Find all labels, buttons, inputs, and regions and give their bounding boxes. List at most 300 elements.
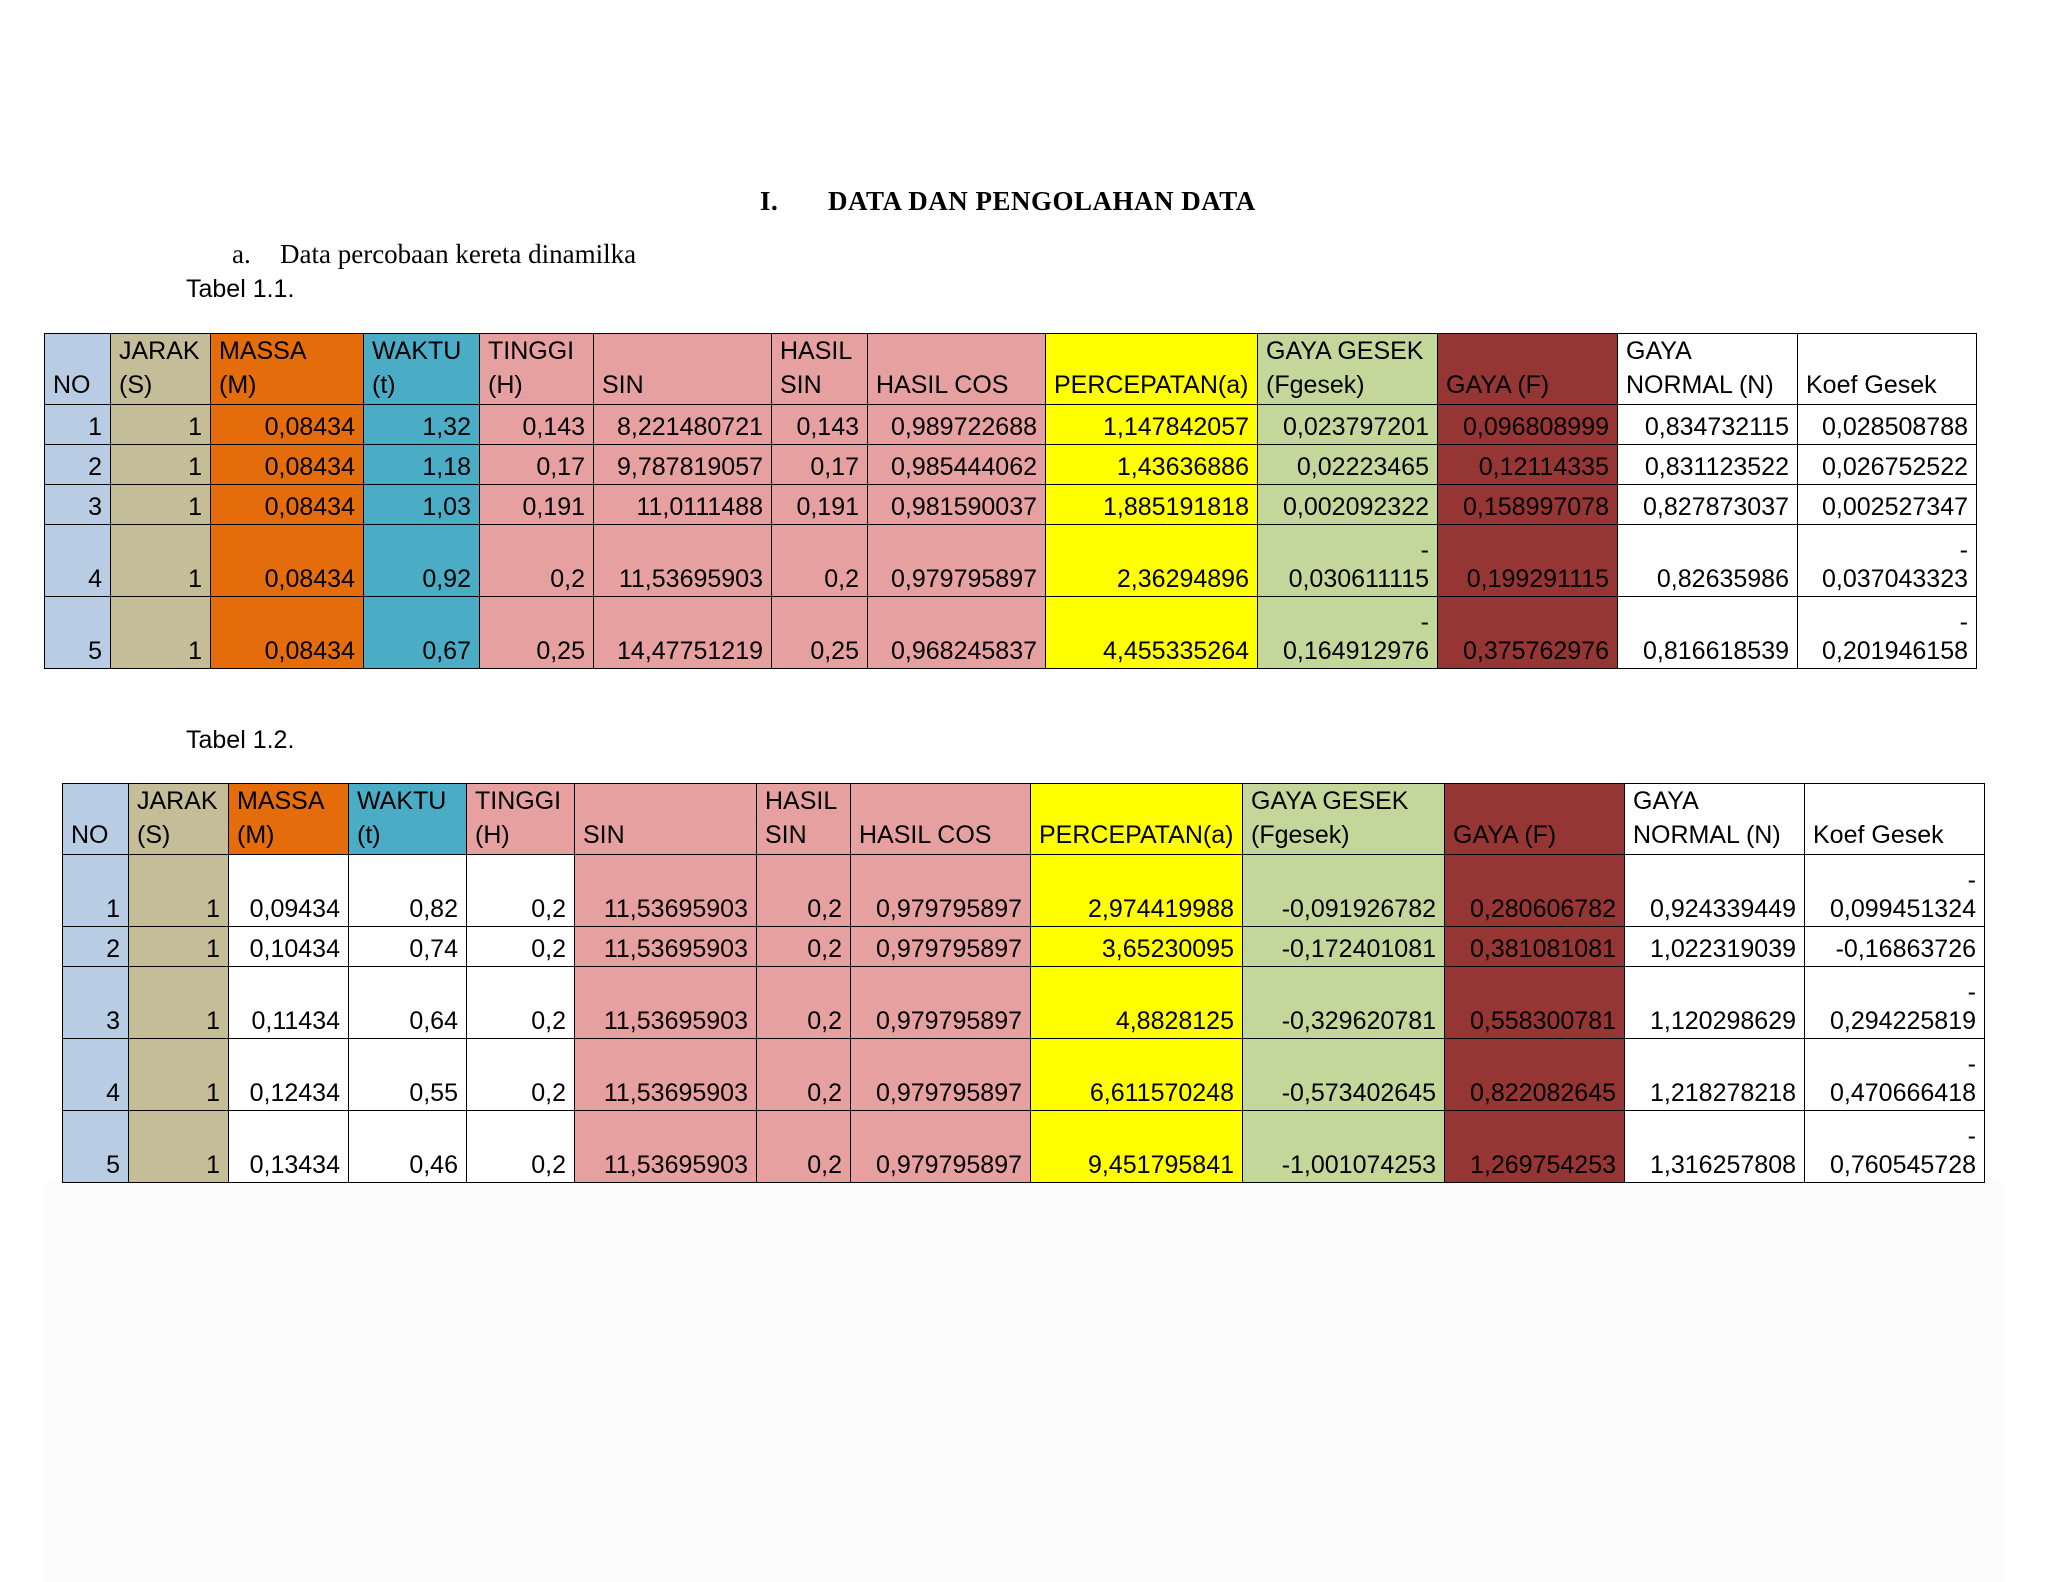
cell-value: 0,55	[409, 1079, 458, 1107]
header-sin: SIN	[594, 334, 772, 405]
cell-value: 0,201946158	[1822, 637, 1968, 665]
cell-value: 0,67	[422, 637, 471, 665]
cell-value: 0,143	[522, 413, 585, 441]
cell-hasil-sin	[772, 445, 868, 485]
cell-value: 0,2	[807, 935, 842, 963]
cell-hasil-cos	[851, 1111, 1031, 1183]
cell-percepatan	[1031, 927, 1243, 967]
cell-gaya	[1445, 967, 1625, 1039]
cell-value: 11,53695903	[618, 565, 763, 593]
cell-value: 11,53695903	[603, 1151, 748, 1179]
cell-percepatan	[1046, 485, 1258, 525]
header-tinggi: TINGGI (H)	[467, 784, 575, 855]
minus-mark: -	[1959, 608, 1968, 636]
cell-hasil-sin	[757, 1111, 851, 1183]
cell-gaya-normal	[1625, 855, 1805, 927]
cell-value: 1,885191818	[1103, 493, 1249, 521]
cell-value: 0,17	[536, 453, 585, 481]
cell-gaya-gesek	[1258, 525, 1438, 597]
cell-sin	[594, 485, 772, 525]
cell-gaya-normal	[1618, 597, 1798, 669]
cell-value: 1,18	[422, 453, 471, 481]
cell-value: 1	[188, 565, 202, 593]
cell-value: 2,974419988	[1088, 895, 1234, 923]
table-row	[63, 927, 1985, 967]
cell-value: 0,2	[531, 1007, 566, 1035]
cell-value: 1,218278218	[1650, 1079, 1796, 1107]
cell-value: 0,25	[810, 637, 859, 665]
cell-value: 5	[88, 637, 102, 665]
cell-gaya	[1445, 855, 1625, 927]
cell-value: 0,2	[807, 895, 842, 923]
cell-tinggi	[467, 967, 575, 1039]
cell-value: 9,451795841	[1088, 1151, 1234, 1179]
cell-value: 4,8828125	[1115, 1007, 1234, 1035]
cell-gaya-normal	[1618, 525, 1798, 597]
cell-waktu	[349, 855, 467, 927]
header-percepatan: PERCEPATAN(a)	[1046, 334, 1258, 405]
cell-koef-gesek	[1805, 927, 1985, 967]
section-heading	[760, 186, 1256, 217]
cell-no	[63, 1111, 129, 1183]
cell-koef-gesek	[1805, 855, 1985, 927]
cell-value: 1	[206, 1079, 220, 1107]
cell-waktu	[349, 927, 467, 967]
cell-value: 0,968245837	[891, 637, 1037, 665]
cell-percepatan	[1031, 967, 1243, 1039]
cell-value: 2	[106, 935, 120, 963]
cell-value: 3	[88, 493, 102, 521]
header-waktu: WAKTU (t)	[349, 784, 467, 855]
header-gaya: GAYA (F)	[1438, 334, 1618, 405]
cell-value: 0,17	[810, 453, 859, 481]
minus-mark: -	[1967, 1122, 1976, 1150]
cell-value: 1,03	[422, 493, 471, 521]
minus-mark: -	[1967, 866, 1976, 894]
cell-jarak	[111, 525, 211, 597]
cell-koef-gesek	[1798, 445, 1977, 485]
cell-value: 0,979795897	[876, 935, 1022, 963]
header-percepatan: PERCEPATAN(a)	[1031, 784, 1243, 855]
cell-no	[45, 485, 111, 525]
cell-gaya	[1438, 405, 1618, 445]
cell-koef-gesek	[1798, 405, 1977, 445]
table-row	[45, 597, 1977, 669]
cell-value: 0,02223465	[1296, 453, 1429, 481]
cell-value: 1,147842057	[1103, 413, 1249, 441]
cell-koef-gesek	[1805, 967, 1985, 1039]
cell-jarak	[111, 597, 211, 669]
cell-massa	[211, 485, 364, 525]
cell-value: 11,0111488	[636, 493, 763, 521]
cell-hasil-cos	[851, 927, 1031, 967]
cell-no	[45, 405, 111, 445]
cell-hasil-sin	[757, 927, 851, 967]
cell-gaya	[1445, 1111, 1625, 1183]
cell-value: 1	[188, 637, 202, 665]
cell-gaya-gesek	[1258, 597, 1438, 669]
cell-gaya-normal	[1625, 927, 1805, 967]
cell-value: -1,001074253	[1281, 1151, 1436, 1179]
cell-value: 0,64	[409, 1007, 458, 1035]
cell-percepatan	[1046, 445, 1258, 485]
cell-massa	[211, 445, 364, 485]
header-no: NO	[63, 784, 129, 855]
cell-percepatan	[1046, 525, 1258, 597]
cell-waktu	[349, 967, 467, 1039]
cell-gaya	[1445, 1039, 1625, 1111]
cell-value: 1	[188, 493, 202, 521]
cell-hasil-sin	[772, 405, 868, 445]
cell-value: 0,827873037	[1643, 493, 1789, 521]
cell-no	[63, 855, 129, 927]
cell-tinggi	[480, 597, 594, 669]
table-2-caption: Tabel 1.2.	[186, 726, 295, 754]
cell-percepatan	[1046, 405, 1258, 445]
cell-tinggi	[480, 445, 594, 485]
table-row	[63, 967, 1985, 1039]
cell-massa	[229, 967, 349, 1039]
cell-percepatan	[1031, 1039, 1243, 1111]
section-title: DATA DAN PENGOLAHAN DATA	[828, 186, 1256, 216]
cell-gaya	[1438, 485, 1618, 525]
subsection-letter: a.	[232, 239, 251, 269]
cell-massa	[229, 1111, 349, 1183]
table-1-header-row	[45, 334, 1977, 405]
cell-koef-gesek	[1805, 1039, 1985, 1111]
cell-value: 6,611570248	[1089, 1079, 1234, 1107]
cell-hasil-sin	[757, 967, 851, 1039]
cell-gaya-gesek	[1258, 405, 1438, 445]
cell-value: 11,53695903	[603, 935, 748, 963]
cell-value: 0,82	[409, 895, 458, 923]
cell-massa	[211, 405, 364, 445]
cell-value: 0,294225819	[1830, 1007, 1976, 1035]
cell-value: 0,037043323	[1822, 565, 1968, 593]
cell-value: 0,099451324	[1830, 895, 1976, 923]
cell-value: 0,08434	[264, 453, 355, 481]
cell-jarak	[129, 927, 229, 967]
header-hasil-sin: HASIL SIN	[757, 784, 851, 855]
table-2-header-row	[63, 784, 1985, 855]
cell-value: 0,816618539	[1643, 637, 1789, 665]
table-1-caption: Tabel 1.1.	[186, 275, 295, 303]
minus-mark: -	[1967, 978, 1976, 1006]
minus-mark: -	[1967, 1050, 1976, 1078]
cell-value: 0,143	[796, 413, 859, 441]
cell-hasil-cos	[851, 855, 1031, 927]
cell-value: 0,2	[550, 565, 585, 593]
table-row	[63, 1111, 1985, 1183]
table-row	[45, 485, 1977, 525]
cell-tinggi	[467, 927, 575, 967]
cell-value: 0,760545728	[1830, 1151, 1976, 1179]
cell-value: -0,091926782	[1281, 895, 1436, 923]
cell-jarak	[111, 485, 211, 525]
cell-value: 1,43636886	[1116, 453, 1249, 481]
header-hasil-cos: HASIL COS	[851, 784, 1031, 855]
cell-value: 0,158997078	[1463, 493, 1609, 521]
cell-value: 0,028508788	[1822, 413, 1968, 441]
cell-value: 0,09434	[249, 895, 340, 923]
cell-gaya-normal	[1625, 1111, 1805, 1183]
cell-value: 0,2	[531, 1151, 566, 1179]
cell-value: -0,16863726	[1835, 935, 1976, 963]
header-gaya-normal: GAYA NORMAL (N)	[1625, 784, 1805, 855]
header-sin: SIN	[575, 784, 757, 855]
cell-hasil-cos	[851, 967, 1031, 1039]
cell-value: 0,11434	[251, 1007, 340, 1035]
cell-waktu	[349, 1111, 467, 1183]
cell-value: -0,172401081	[1281, 935, 1436, 963]
header-waktu: WAKTU (t)	[364, 334, 480, 405]
cell-waktu	[364, 525, 480, 597]
cell-value: 0,924339449	[1650, 895, 1796, 923]
cell-massa	[211, 525, 364, 597]
cell-value: 0,979795897	[876, 1079, 1022, 1107]
subsection-heading	[232, 239, 636, 270]
cell-hasil-cos	[868, 525, 1046, 597]
cell-value: 0,2	[531, 1079, 566, 1107]
minus-mark: -	[1420, 536, 1429, 564]
cell-gaya-gesek	[1243, 927, 1445, 967]
cell-hasil-sin	[772, 525, 868, 597]
cell-value: 1,316257808	[1650, 1151, 1796, 1179]
cell-waktu	[349, 1039, 467, 1111]
cell-value: 0,46	[409, 1151, 458, 1179]
cell-value: 0,026752522	[1822, 453, 1968, 481]
cell-gaya-gesek	[1243, 1039, 1445, 1111]
cell-value: 0,834732115	[1644, 413, 1789, 441]
cell-value: 0,981590037	[891, 493, 1037, 521]
cell-massa	[229, 927, 349, 967]
cell-value: 4	[106, 1079, 120, 1107]
cell-value: 0,023797201	[1283, 413, 1429, 441]
header-massa: MASSA (M)	[229, 784, 349, 855]
cell-value: 1,32	[422, 413, 471, 441]
table-2	[62, 783, 1985, 1183]
cell-value: 14,47751219	[617, 637, 763, 665]
cell-sin	[594, 525, 772, 597]
cell-value: 4,455335264	[1103, 637, 1249, 665]
cell-value: 1,022319039	[1650, 935, 1796, 963]
cell-massa	[211, 597, 364, 669]
cell-value: 0,191	[522, 493, 585, 521]
cell-percepatan	[1031, 1111, 1243, 1183]
cell-value: 0,381081081	[1470, 935, 1616, 963]
cell-sin	[575, 855, 757, 927]
cell-sin	[575, 927, 757, 967]
cell-hasil-sin	[757, 1039, 851, 1111]
cell-tinggi	[467, 1111, 575, 1183]
header-no: NO	[45, 334, 111, 405]
cell-no	[63, 967, 129, 1039]
cell-value: 0,979795897	[876, 895, 1022, 923]
cell-gaya	[1438, 525, 1618, 597]
cell-gaya-gesek	[1243, 855, 1445, 927]
table-row	[45, 445, 1977, 485]
cell-hasil-cos	[868, 597, 1046, 669]
header-koef-gesek: Koef Gesek	[1805, 784, 1985, 855]
cell-value: 8,221480721	[617, 413, 763, 441]
cell-value: 0,92	[422, 565, 471, 593]
cell-gaya-gesek	[1243, 967, 1445, 1039]
cell-tinggi	[480, 485, 594, 525]
table-row	[63, 855, 1985, 927]
cell-percepatan	[1046, 597, 1258, 669]
cell-no	[63, 1039, 129, 1111]
cell-value: 1	[206, 895, 220, 923]
cell-waktu	[364, 485, 480, 525]
cell-value: 1,120298629	[1650, 1007, 1796, 1035]
cell-value: 0,74	[409, 935, 458, 963]
cell-value: 0,2	[531, 935, 566, 963]
cell-value: 0,2	[807, 1151, 842, 1179]
cell-no	[45, 597, 111, 669]
cell-value: 1	[206, 935, 220, 963]
cell-value: 0,2	[807, 1007, 842, 1035]
cell-value: 0,2	[531, 895, 566, 923]
cell-sin	[594, 445, 772, 485]
cell-jarak	[129, 1039, 229, 1111]
cell-value: 0,989722688	[891, 413, 1037, 441]
cell-value: 3,65230095	[1101, 935, 1234, 963]
cell-hasil-sin	[772, 597, 868, 669]
header-koef-gesek: Koef Gesek	[1798, 334, 1977, 405]
cell-value: 0,08434	[264, 637, 355, 665]
table-2-body	[63, 855, 1985, 1183]
cell-gaya	[1445, 927, 1625, 967]
header-jarak: JARAK (S)	[111, 334, 211, 405]
cell-value: 1,269754253	[1470, 1151, 1616, 1179]
cell-value: 0,030611115	[1288, 565, 1429, 593]
page-footer-area	[44, 1180, 2004, 1582]
cell-value: 0,08434	[264, 565, 355, 593]
cell-massa	[229, 855, 349, 927]
cell-value: 0,191	[796, 493, 859, 521]
cell-sin	[575, 967, 757, 1039]
cell-value: 2,36294896	[1116, 565, 1249, 593]
cell-percepatan	[1031, 855, 1243, 927]
cell-value: 0,08434	[264, 493, 355, 521]
cell-value: 0,985444062	[891, 453, 1037, 481]
cell-sin	[575, 1111, 757, 1183]
cell-sin	[575, 1039, 757, 1111]
cell-sin	[594, 405, 772, 445]
cell-jarak	[129, 967, 229, 1039]
cell-value: 0,10434	[249, 935, 340, 963]
table-1	[44, 333, 1977, 669]
header-massa: MASSA (M)	[211, 334, 364, 405]
cell-hasil-cos	[868, 405, 1046, 445]
table-row	[63, 1039, 1985, 1111]
header-tinggi: TINGGI (H)	[480, 334, 594, 405]
cell-koef-gesek	[1798, 485, 1977, 525]
cell-jarak	[129, 855, 229, 927]
cell-gaya-normal	[1618, 485, 1798, 525]
header-jarak: JARAK (S)	[129, 784, 229, 855]
cell-tinggi	[467, 855, 575, 927]
cell-value: 0,13434	[249, 1151, 340, 1179]
cell-value: 0,164912976	[1283, 637, 1429, 665]
cell-no	[45, 445, 111, 485]
cell-gaya-normal	[1625, 1039, 1805, 1111]
cell-value: 0,280606782	[1470, 895, 1616, 923]
cell-jarak	[111, 405, 211, 445]
cell-tinggi	[480, 405, 594, 445]
header-gaya-gesek: GAYA GESEK (Fgesek)	[1258, 334, 1438, 405]
cell-value: 0,375762976	[1463, 637, 1609, 665]
cell-hasil-sin	[757, 855, 851, 927]
cell-value: -0,329620781	[1281, 1007, 1436, 1035]
cell-value: 0,979795897	[891, 565, 1037, 593]
cell-value: 1	[88, 413, 102, 441]
cell-hasil-sin	[772, 485, 868, 525]
cell-value: 0,2	[824, 565, 859, 593]
section-number: I.	[760, 186, 779, 216]
header-gaya-normal: GAYA NORMAL (N)	[1618, 334, 1798, 405]
minus-mark: -	[1959, 536, 1968, 564]
cell-no	[63, 927, 129, 967]
header-hasil-sin: HASIL SIN	[772, 334, 868, 405]
cell-value: 0,002527347	[1822, 493, 1968, 521]
cell-tinggi	[467, 1039, 575, 1111]
cell-value: 0,558300781	[1470, 1007, 1616, 1035]
cell-value: 1	[188, 413, 202, 441]
cell-value: 0,979795897	[876, 1151, 1022, 1179]
cell-hasil-cos	[868, 485, 1046, 525]
table-row	[45, 405, 1977, 445]
cell-waktu	[364, 445, 480, 485]
cell-value: 0,199291115	[1466, 565, 1609, 593]
minus-mark: -	[1420, 608, 1429, 636]
cell-value: 0,096808999	[1463, 413, 1609, 441]
cell-value: 0,470666418	[1830, 1079, 1976, 1107]
cell-value: 11,53695903	[603, 1079, 748, 1107]
cell-value: 3	[106, 1007, 120, 1035]
cell-value: 1	[106, 895, 120, 923]
cell-value: 0,831123522	[1644, 453, 1789, 481]
cell-value: 1	[206, 1007, 220, 1035]
cell-value: 0,82635986	[1656, 565, 1789, 593]
cell-gaya-gesek	[1258, 445, 1438, 485]
header-gaya: GAYA (F)	[1445, 784, 1625, 855]
cell-massa	[229, 1039, 349, 1111]
cell-koef-gesek	[1805, 1111, 1985, 1183]
cell-value: 0,002092322	[1283, 493, 1429, 521]
cell-value: 4	[88, 565, 102, 593]
cell-value: 1	[188, 453, 202, 481]
cell-value: 9,787819057	[617, 453, 763, 481]
table-row	[45, 525, 1977, 597]
cell-no	[45, 525, 111, 597]
cell-value: 0,08434	[264, 413, 355, 441]
header-hasil-cos: HASIL COS	[868, 334, 1046, 405]
cell-gaya	[1438, 445, 1618, 485]
cell-koef-gesek	[1798, 597, 1977, 669]
subsection-title: Data percobaan kereta dinamilka	[280, 239, 637, 269]
cell-jarak	[129, 1111, 229, 1183]
cell-hasil-cos	[868, 445, 1046, 485]
cell-gaya-gesek	[1258, 485, 1438, 525]
cell-koef-gesek	[1798, 525, 1977, 597]
cell-gaya-normal	[1618, 445, 1798, 485]
cell-value: 0,822082645	[1470, 1079, 1616, 1107]
cell-gaya-normal	[1618, 405, 1798, 445]
cell-gaya	[1438, 597, 1618, 669]
cell-value: 11,53695903	[603, 1007, 748, 1035]
cell-value: 0,12434	[249, 1079, 340, 1107]
